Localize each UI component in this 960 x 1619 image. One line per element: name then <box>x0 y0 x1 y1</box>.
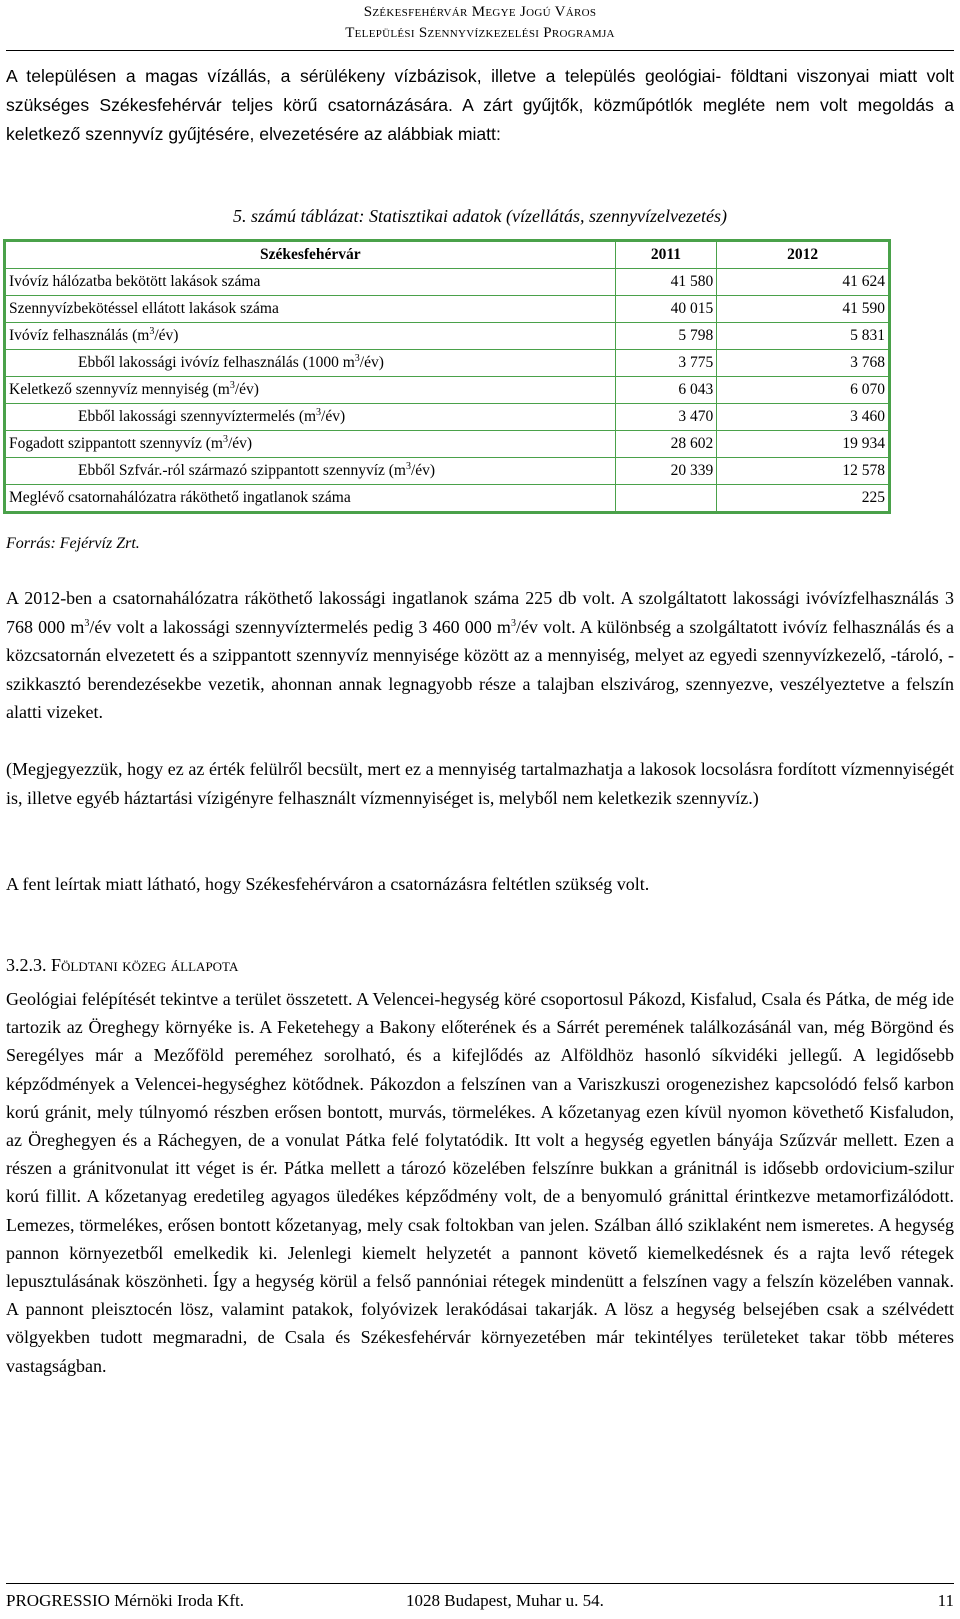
row-label: Keletkező szennyvíz mennyiség $(m^3/év)$ <box>5 377 616 404</box>
paragraph-note: (Megjegyezzük, hogy ez az érték felülről becsült, mert ez a mennyiség tartalmazhatja a lakosok locsolásra fordított vízmennyiségét is, illetve egyéb háztartási vízigényre felhasznált vízmennyiséget is, melyből nem keletkezik szennyvíz.) <box>6 759 954 808</box>
value-2012: 41 624 <box>717 269 890 296</box>
value-2012: 19 934 <box>717 431 890 458</box>
row-label: Ebből Szfvár.-ról származó szippantott szennyvíz $(m^3/év)$ <box>5 458 616 485</box>
section-title: Földtani közeg állapota <box>51 955 239 975</box>
section-number: 3.2.3. <box>6 955 47 975</box>
value-2011: 40 015 <box>615 296 717 323</box>
value-2012: 41 590 <box>717 296 890 323</box>
table-source: Forrás: Fejérvíz Zrt. <box>6 535 140 552</box>
value-2012: 3 768 <box>717 350 890 377</box>
table-row <box>5 458 890 485</box>
header-divider <box>6 50 954 51</box>
footer-company: PROGRESSIO Mérnöki Iroda Kft. <box>6 1591 244 1610</box>
row-label: Ivóvíz hálózatba bekötött lakások száma <box>5 269 616 296</box>
paragraph-connections: A 2012-ben a csatornahálózatra ráköthető lakossági ingatlanok száma 225 db volt. A szolgáltatott lakossági ivóvízfelhasználás 3 768 000 $m^3/év$ volt a lakossági szennyvíztermelés pedig 3 460 000 $m^3/év$ volt. A különbség a szolgáltatott ivóvíz felhasználás és a közcsatornán elvezetett és a szippantott szennyvíz mennyisége között az a mennyiség, melyet az egyedi szennyvízkezelő, -tároló, -szikkasztó berendezésekbe vezetik, ahonnan annak legnagyobb része a talajban elszivárog, szennyezve, veszélyeztetve a felszín alatti vizeket. <box>6 588 954 722</box>
value-2012: 5 831 <box>717 323 890 350</box>
value-2012: 6 070 <box>717 377 890 404</box>
statistics-table <box>3 239 891 514</box>
page-header <box>0 2 960 44</box>
row-label: Ebből lakossági szennyvíztermelés $(m^3/év)$ <box>5 404 616 431</box>
row-label: Fogadott szippantott szennyvíz $(m^3/év)$ <box>5 431 616 458</box>
table-row <box>5 485 890 513</box>
value-2011: 3 470 <box>615 404 717 431</box>
value-2011: 20 339 <box>615 458 717 485</box>
header-year-2012: 2012 <box>717 241 890 269</box>
intro-paragraph: A településen a magas vízállás, a sérülékeny vízbázisok, illetve a település geológiai- földtani viszonyai miatt volt szükséges Székesfehérvár teljes körű csatornázására. A zárt gyűjtők, közműpótlók megléte nem volt megoldás a keletkező szennyvíz gyűjtésére, elvezetésére az alábbiak miatt: <box>6 66 954 144</box>
table-header-row <box>5 241 890 269</box>
value-2011: 41 580 <box>615 269 717 296</box>
value-2011: 3 775 <box>615 350 717 377</box>
table-row <box>5 296 890 323</box>
value-2011: 6 043 <box>615 377 717 404</box>
value-2011 <box>615 485 717 513</box>
header-city: Székesfehérvár <box>5 241 616 269</box>
table-row <box>5 269 890 296</box>
row-label: Ivóvíz felhasználás $(m^3/év)$ <box>5 323 616 350</box>
table-row <box>5 404 890 431</box>
row-label: Ebből lakossági ivóvíz felhasználás (1000 $m^3/év$) <box>5 350 616 377</box>
table-row <box>5 350 890 377</box>
value-2012: 3 460 <box>717 404 890 431</box>
table-row <box>5 323 890 350</box>
row-label: Szennyvízbekötéssel ellátott lakások száma <box>5 296 616 323</box>
value-2012: 12 578 <box>717 458 890 485</box>
footer-divider <box>6 1583 954 1584</box>
value-2011: 28 602 <box>615 431 717 458</box>
paragraph-geology: Geológiai felépítését tekintve a terület összetett. A Velencei-hegység köré csoportosul Pákozd, Kisfalud, Csala és Pátka, de még ide tartozik az Öreghegy környéke is. A Feketehegy a Bakony előterének és a Sárrét peremének találkozásánál van, még Börgönd és Seregélyes már a Mezőföld pereméhez sorolható, és a kifejlődés az Alföldhöz hasonló síkvidéki jellegű. A legidősebb képződmények a Velencei-hegységhez kötődnek. Pákozdon a felszínen van a Variszkuszi orogenezishez kapcsolódó felső karbon korú gránit, mely túlnyomó részben erősen bontott, murvás, törmelékes. A kőzetanyag ezen kívül nyomon követhető Kisfaludon, az Öreghegyen és a Ráchegyen, de a vonulat Pátka felé folytatódik. Itt volt a hegység egyetlen bányája Szűzvár mellett. Ezen a részen a gránitvonulat itt véget is ér. Pátka mellett a tározó közelében felszínre bukkan a gránitnál is idősebb ordovicium-szilur korú fillit. A kőzetanyag eredetileg agyagos üledékes képződmény volt, de a benyomuló gránittal érintkezve metamorfizálódott. Lemezes, törmelékes, erősen bontott kőzetanyag, mely csak foltokban van jelen. Szálban álló sziklaként nem ismeretes. A hegység pannon környezetből emelkedik ki. Jelenlegi kiemelt helyzetét a pannont követő kiemelkedésnek és a rajta levő rétegek lepusztulásának köszönheti. Így a hegység körül a felső pannóniai rétegek mindenütt a felszínen vagy a felszín közelében vannak. A pannont pleisztocén lösz, valamint patakok, folyóvizek lerakódásai takarják. A lösz a hegység belsejében csak a szélvédett völgyekben tudott megmaradni, de Csala és Székesfehérvár környezetében már tekintélyes területeket takar több méteres vastagságban. <box>6 989 954 1376</box>
page-number: 11 <box>937 1591 954 1610</box>
row-label: Meglévő csatornahálózatra ráköthető ingatlanok száma <box>5 485 616 513</box>
section-heading <box>6 955 238 976</box>
table-row <box>5 431 890 458</box>
header-program-title: Települési Szennyvízkezelési Programja <box>345 25 615 41</box>
value-2012: 225 <box>717 485 890 513</box>
header-municipality: Székesfehérvár Megye Jogú Város <box>363 4 597 20</box>
paragraph-conclusion: A fent leírtak miatt látható, hogy Székesfehérváron a csatornázásra feltétlen szükség volt. <box>6 874 650 894</box>
value-2011: 5 798 <box>615 323 717 350</box>
header-year-2011: 2011 <box>615 241 717 269</box>
footer-address: 1028 Budapest, Muhar u. 54. <box>406 1591 604 1610</box>
table-caption: 5. számú táblázat: Statisztikai adatok (vízellátás, szennyvízelvezetés) <box>233 206 727 226</box>
table-row <box>5 377 890 404</box>
